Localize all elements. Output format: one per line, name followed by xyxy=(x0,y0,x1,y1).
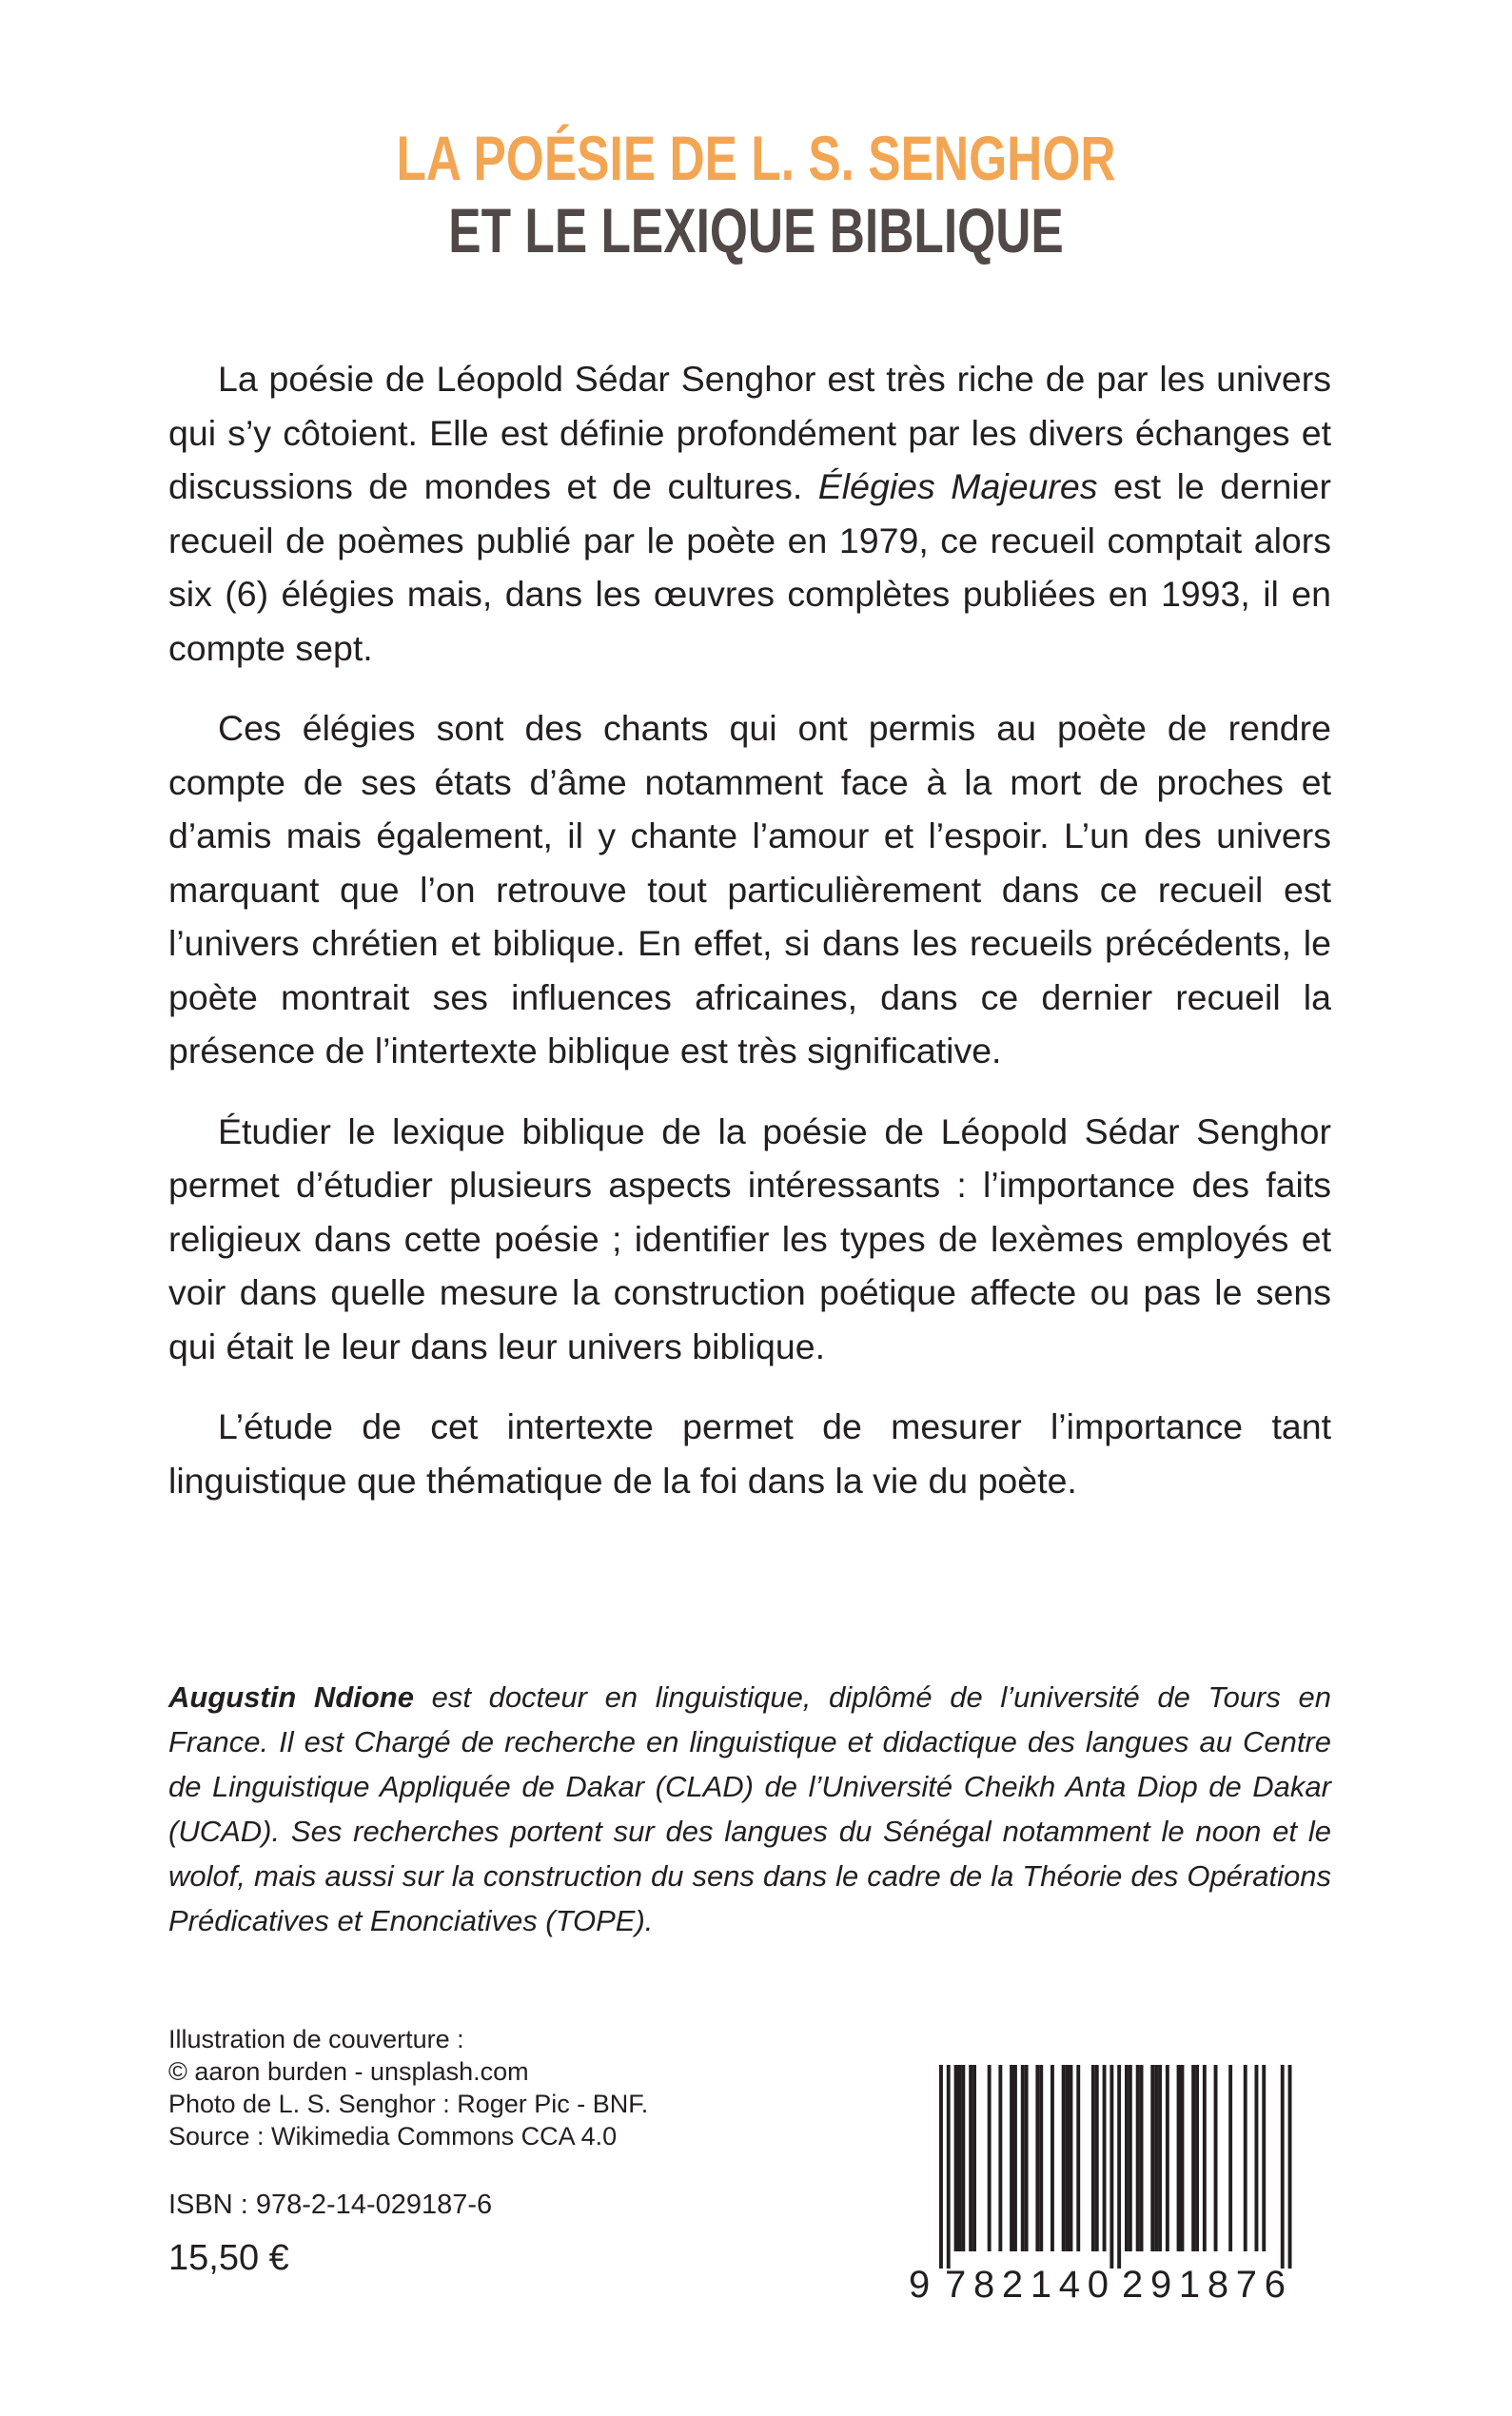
barcode-bar xyxy=(1062,2065,1066,2251)
barcode-bar xyxy=(1091,2065,1095,2251)
barcode-bar xyxy=(1177,2065,1181,2251)
barcode-bar xyxy=(1154,2065,1158,2251)
barcode-bar xyxy=(1066,2065,1070,2251)
credits-line-4: Source : Wikimedia Commons CCA 4.0 xyxy=(168,2122,618,2151)
barcode-guard-bar xyxy=(939,2065,943,2269)
credits-line-1: Illustration de couverture : xyxy=(168,2025,464,2053)
barcode-bar xyxy=(1166,2065,1169,2251)
barcode-bar xyxy=(1158,2065,1162,2251)
summary-paragraph-3: Étudier le lexique biblique de la poésie de Léopold Sédar Senghor permet d’étudier plusieurs aspects intéressants : l’importance des faits religieux dans cette poésie ; identifier les types de lexèmes employés et voir dans quelle mesure la construction poétique affecte ou pas le sens qui était le leur dans leur univers biblique. xyxy=(168,1110,1331,1366)
title-line-2: ET LE LEXIQUE BIBLIQUE xyxy=(448,195,1064,265)
barcode-bar xyxy=(1195,2065,1199,2251)
barcode-guard-bar xyxy=(1288,2065,1292,2269)
isbn: ISBN : 978-2-14-029187-6 xyxy=(168,2190,493,2220)
barcode-right-digits: 291876 xyxy=(1122,2264,1286,2303)
barcode-bar xyxy=(954,2065,958,2251)
barcode-bar xyxy=(1255,2065,1259,2251)
barcode-bar xyxy=(1214,2065,1218,2251)
barcode-bar xyxy=(1103,2065,1107,2251)
price: 15,50 € xyxy=(168,2238,289,2278)
barcode-left-digits: 782140 xyxy=(945,2264,1109,2303)
barcode-bar xyxy=(958,2065,962,2251)
barcode-first-digit: 9 xyxy=(909,2264,931,2303)
summary-paragraph-4: L’étude de cet intertexte permet de mesurer l’importance tant linguistique que thématique de la foi dans la vie du poète. xyxy=(168,1406,1331,1501)
barcode-bar xyxy=(1035,2065,1039,2251)
barcode-bar xyxy=(1021,2065,1025,2251)
barcode-bar xyxy=(969,2065,972,2251)
ean-barcode xyxy=(901,2065,1327,2303)
paragraph-1-text-b: est le dernier recueil de poèmes publié par le poète en 1979, ce recueil comptait alors six (6) élégies mais, dans les œuvres complètes publiées en 1993, il en compte sept. xyxy=(168,466,1332,668)
barcode-bars xyxy=(939,2065,1292,2269)
barcode-bar xyxy=(1010,2065,1013,2251)
barcode-guard-bar xyxy=(1109,2065,1113,2269)
barcode-bar xyxy=(1013,2065,1017,2251)
title-block xyxy=(0,122,1512,266)
barcode-bar xyxy=(972,2065,976,2251)
barcode-bar xyxy=(1125,2065,1129,2251)
barcode-bar xyxy=(998,2065,1002,2251)
barcode-bar xyxy=(1039,2065,1043,2251)
summary-paragraph-1 xyxy=(168,352,1331,675)
barcode-bar xyxy=(1025,2065,1029,2251)
author-bio xyxy=(168,1675,1331,1943)
barcode-bar xyxy=(961,2065,965,2251)
credits-line-3: Photo de L. S. Senghor : Roger Pic - BNF. xyxy=(168,2090,649,2118)
barcode-guard-bar xyxy=(1281,2065,1285,2269)
barcode-bar xyxy=(1136,2065,1140,2251)
paragraph-1-text-a: La poésie de Léopold Sédar Senghor est très riche de par les univers qui s’y côtoient. Elle est définie profondément par les divers échanges et discussions de mondes et de cultures. xyxy=(168,359,1331,506)
summary-paragraph-2: Ces élégies sont des chants qui ont permis au poète de rendre compte de ses états d’âme notamment face à la mort de proches et d’amis mais également, il y chante l’amour et l’espoir. L’un des univers marquant que l’on retrouve tout particulièrement dans ce recueil est l’univers chrétien et biblique. En effet, si dans les recueils précédents, le poète montrait ses influences africaines, dans ce dernier recueil la présence de l’intertexte biblique est très significative. xyxy=(168,708,1331,1071)
barcode-guard-bar xyxy=(947,2065,951,2269)
author-bio-text: est docteur en linguistique, diplômé de l’université de Tours en France. Il est Chargé de recherche en linguistique et didactique des langues au Centre de Linguistique Appliquée de Dakar (CLAD) de l’Université Cheikh Anta Diop de Dakar (UCAD). Ses recherches portent sur des langues du Sénégal notamment le noon et le wolof, mais aussi sur la construction du sens dans le cadre de la Théorie des Opérations Prédicatives et Enonciatives (TOPE). xyxy=(168,1680,1331,1937)
barcode-bar xyxy=(1203,2065,1207,2251)
author-name: Augustin Ndione xyxy=(168,1680,414,1714)
barcode-bar xyxy=(1051,2065,1054,2251)
title-line-1: LA POÉSIE DE L. S. SENGHOR xyxy=(396,123,1116,193)
barcode-bar xyxy=(1191,2065,1195,2251)
barcode-bar xyxy=(1150,2065,1154,2251)
barcode-bar xyxy=(1262,2065,1266,2251)
back-cover-summary xyxy=(168,352,1331,1534)
book-title-italic: Élégies Majeures xyxy=(817,466,1098,506)
barcode-bar xyxy=(1228,2065,1232,2251)
barcode-bar xyxy=(1070,2065,1073,2251)
credits-line-2: © aaron burden - unsplash.com xyxy=(168,2057,529,2086)
barcode-bar xyxy=(988,2065,992,2251)
barcode-guard-bar xyxy=(1117,2065,1121,2269)
barcode-bar xyxy=(1095,2065,1099,2251)
image-credits xyxy=(168,2023,835,2152)
barcode-bar xyxy=(1076,2065,1080,2251)
barcode-bar xyxy=(1129,2065,1132,2251)
barcode-bar xyxy=(1244,2065,1247,2251)
barcode-bar xyxy=(1181,2065,1185,2251)
barcode-bar xyxy=(1140,2065,1144,2251)
